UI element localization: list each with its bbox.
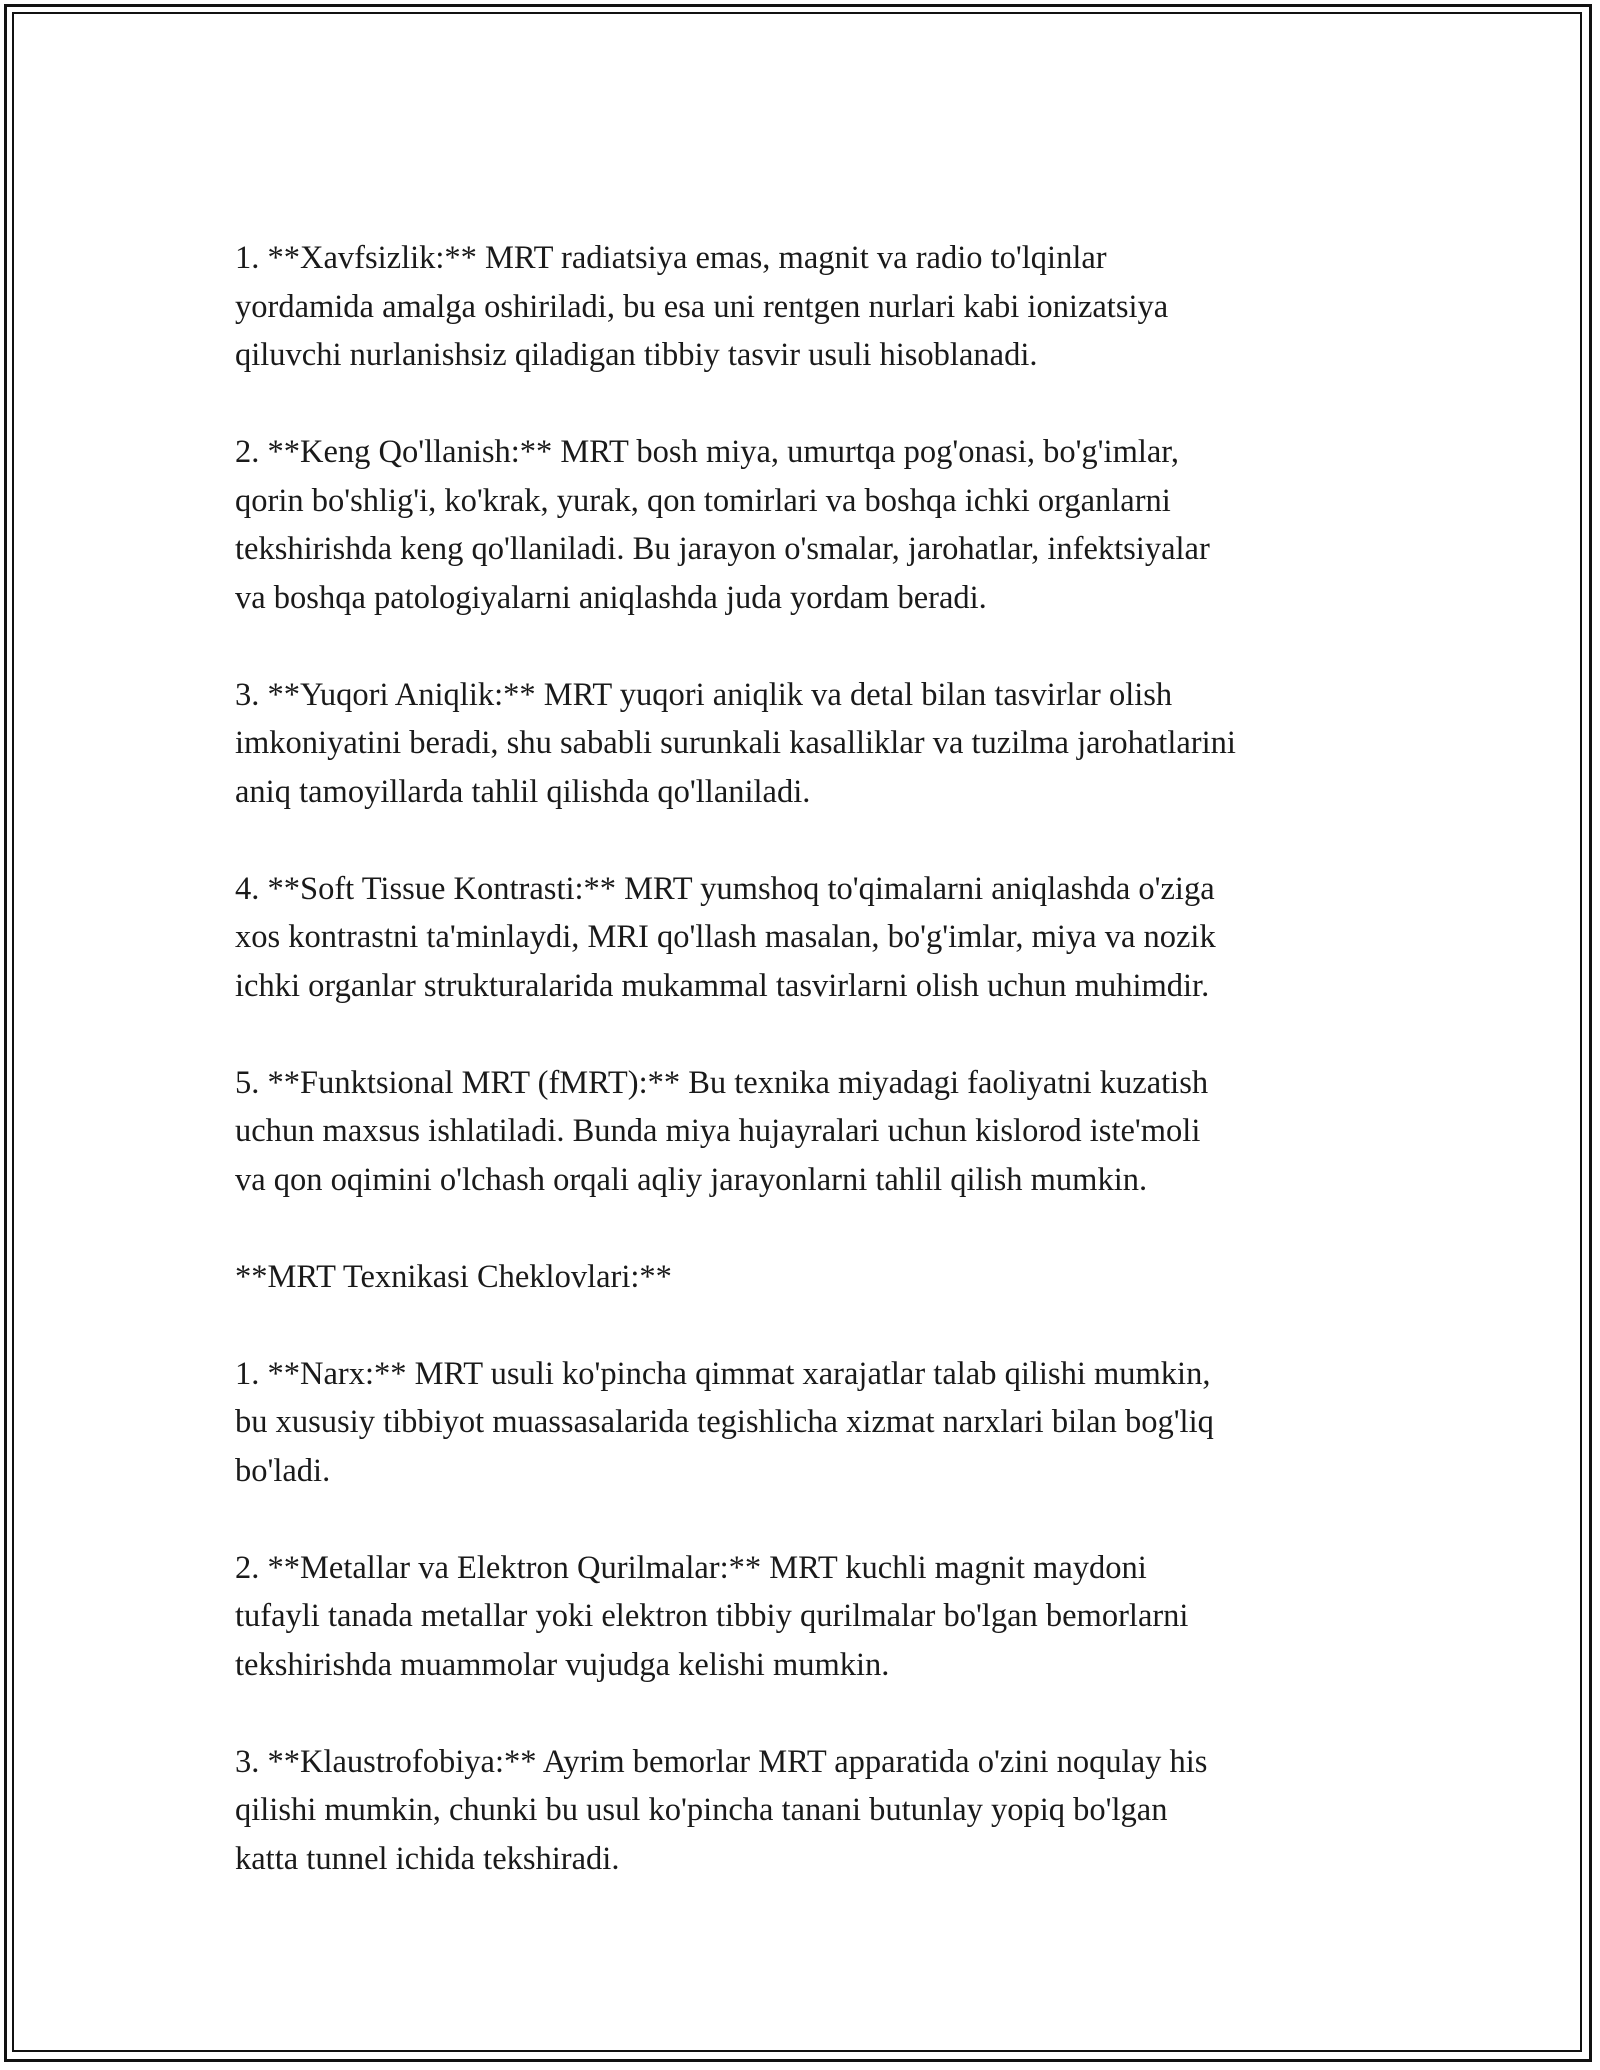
paragraph-soft-tissue-kontrasti: 4. **Soft Tissue Kontrasti:** MRT yumshoq to'qimalarni aniqlashda o'ziga xos kontrastni ta'minlaydi, MRI qo'llash masalan, bo'g'imlar, miya va nozik ichki organlar strukturalarida mukammal tasvirlarni olish uchun muhimdir.: [235, 870, 1216, 1004]
paragraph-yuqori-aniqlik: 3. **Yuqori Aniqlik:** MRT yuqori aniqlik va detal bilan tasvirlar olish imkoniyatini beradi, shu sababli surunkali kasalliklar va tuzilma jarohatlarini aniq tamoyillarda tahlil qilishda qo'llaniladi.: [235, 676, 1236, 810]
document-body: [235, 234, 1395, 1883]
paragraph-narx: 1. **Narx:** MRT usuli ko'pincha qimmat xarajatlar talab qilishi mumkin, bu xususiy tibbiyot muassasalarida tegishlicha xizmat narxlari bilan bog'liq bo'ladi.: [235, 1355, 1214, 1489]
paragraph-klaustrofobiya: 3. **Klaustrofobiya:** Ayrim bemorlar MRT apparatida o'zini noqulay his qilishi mumkin, chunki bu usul ko'pincha tanani butunlay yopiq bo'lgan katta tunnel ichida tekshiradi.: [235, 1743, 1208, 1877]
paragraph-funktsional-mrt: 5. **Funktsional MRT (fMRT):** Bu texnika miyadagi faoliyatni kuzatish uchun maxsus ishlatiladi. Bunda miya hujayralari uchun kislorod iste'moli va qon oqimini o'lchash orqali aqliy jarayonlarni tahlil qilish mumkin.: [235, 1064, 1209, 1198]
section-heading-cheklovlari: **MRT Texnikasi Cheklovlari:**: [235, 1258, 672, 1295]
paragraph-xavfsizlik: 1. **Xavfsizlik:** MRT radiatsiya emas, magnit va radio to'lqinlar yordamida amalga oshiriladi, bu esa uni rentgen nurlari kabi ionizatsiya qiluvchi nurlanishsiz qiladigan tibbiy tasvir usuli hisoblanadi.: [235, 240, 1169, 373]
paragraph-metallar-elektron: 2. **Metallar va Elektron Qurilmalar:** MRT kuchli magnit maydoni tufayli tanada metallar yoki elektron tibbiy qurilmalar bo'lgan bemorlarni tekshirishda muammolar vujudga kelishi mumkin.: [235, 1549, 1189, 1683]
paragraph-keng-qollanish: 2. **Keng Qo'llanish:** MRT bosh miya, umurtqa pog'onasi, bo'g'imlar, qorin bo'shlig'i, ko'krak, yurak, qon tomirlari va boshqa ichki organlarni tekshirishda keng qo'llaniladi. Bu jarayon o'smalar, jarohatlar, infektsiyalar va boshqa patologiyalarni aniqlashda juda yordam beradi.: [235, 434, 1210, 616]
